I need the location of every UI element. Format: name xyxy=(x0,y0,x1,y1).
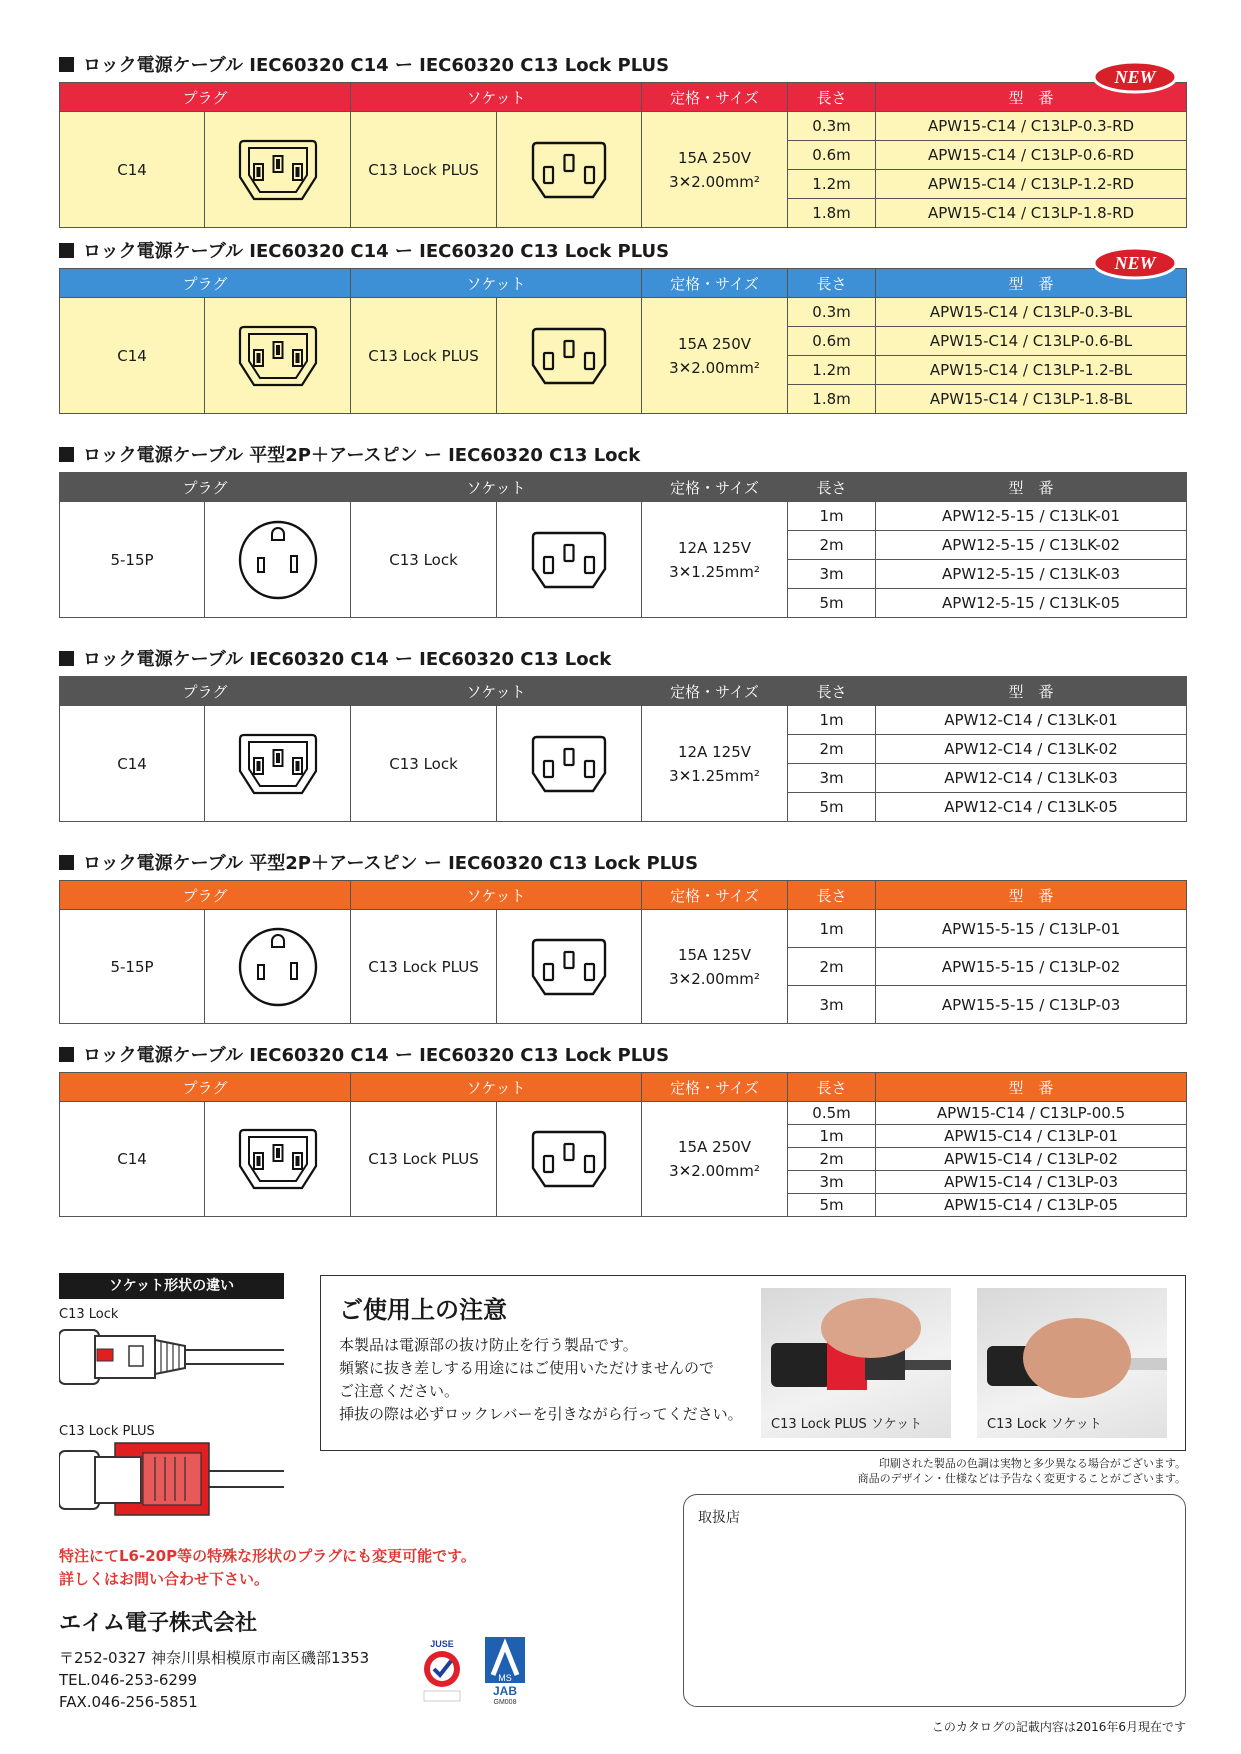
cable-section xyxy=(59,442,1186,618)
model-number-cell: APW12-5-15 / C13LK-02 xyxy=(876,531,1187,560)
juse-certification-logo xyxy=(418,1637,466,1705)
dealer-box xyxy=(683,1494,1186,1707)
fax-line: FAX.046-256-5851 xyxy=(59,1693,198,1711)
spec-table xyxy=(59,472,1187,618)
header-model: 型 番 xyxy=(876,269,1187,298)
wire-size-value: 3✕2.00mm² xyxy=(669,172,760,191)
nema-515p-plug-icon xyxy=(205,502,351,618)
length-cell: 1.8m xyxy=(788,199,876,228)
length-cell: 2m xyxy=(788,1148,876,1171)
socket-shape-title: ソケット形状の違い xyxy=(59,1273,284,1299)
header-model: 型 番 xyxy=(876,473,1187,502)
spec-table xyxy=(59,82,1187,228)
special-line: 特注にてL6-20P等の特殊な形状のプラグにも変更可能です。 xyxy=(59,1547,476,1565)
rating-value: 15A 250V xyxy=(678,334,752,353)
model-number-cell: APW15-C14 / C13LP-03 xyxy=(876,1171,1187,1194)
jab-ms-logo xyxy=(483,1637,527,1705)
model-number-cell: APW12-5-15 / C13LK-05 xyxy=(876,589,1187,618)
square-bullet-icon xyxy=(59,855,74,870)
table-header-row xyxy=(60,269,1187,298)
c14-plug-icon xyxy=(205,1102,351,1217)
table-header-row xyxy=(60,677,1187,706)
c13-socket-icon xyxy=(497,1102,642,1217)
header-plug: プラグ xyxy=(60,269,351,298)
model-number-cell: APW12-C14 / C13LK-05 xyxy=(876,793,1187,822)
disclaimer-line: 印刷された製品の色調は実物と多少異なる場合がございます。 xyxy=(878,1457,1186,1470)
wire-size-value: 3✕1.25mm² xyxy=(669,562,760,581)
gm-logo-text: GM008 xyxy=(493,1699,517,1705)
length-cell: 1m xyxy=(788,706,876,735)
plug-type: C14 xyxy=(60,706,205,822)
header-model: 型 番 xyxy=(876,83,1187,112)
socket-type: C13 Lock PLUS xyxy=(351,1102,497,1217)
section-title xyxy=(59,1042,1186,1066)
header-length: 長さ xyxy=(788,881,876,910)
length-cell: 2m xyxy=(788,735,876,764)
rating-size xyxy=(642,1102,788,1217)
model-number-cell: APW12-C14 / C13LK-03 xyxy=(876,764,1187,793)
cable-section xyxy=(59,238,1186,414)
header-length: 長さ xyxy=(788,83,876,112)
cable-section xyxy=(59,850,1186,1024)
notice-text xyxy=(339,1334,743,1426)
rating-value: 12A 125V xyxy=(678,538,752,557)
photo2-caption: C13 Lock ソケット xyxy=(987,1417,1102,1432)
length-cell: 5m xyxy=(788,589,876,618)
spec-table xyxy=(59,880,1187,1024)
c14-plug-icon xyxy=(205,112,351,228)
header-rating: 定格・サイズ xyxy=(642,269,788,298)
juse-logo-text: JUSE xyxy=(430,1639,454,1649)
wire-size-value: 3✕2.00mm² xyxy=(669,358,760,377)
header-length: 長さ xyxy=(788,1073,876,1102)
model-number-cell: APW15-C14 / C13LP-01 xyxy=(876,1125,1187,1148)
section-title-text: ロック電源ケーブル IEC60320 C14 ー IEC60320 C13 Lock PLUS xyxy=(83,1045,670,1066)
section-title-text: ロック電源ケーブル IEC60320 C14 ー IEC60320 C13 Lock xyxy=(83,649,612,670)
c13-lock-label: C13 Lock xyxy=(59,1307,119,1322)
table-row xyxy=(60,298,1187,327)
header-plug: プラグ xyxy=(60,881,351,910)
socket-type: C13 Lock PLUS xyxy=(351,298,497,414)
notice-line: 挿抜の際は必ずロックレバーを引きながら行ってください。 xyxy=(339,1405,743,1423)
plug-type: 5-15P xyxy=(60,910,205,1024)
length-cell: 3m xyxy=(788,986,876,1024)
catalog-date: このカタログの記載内容は2016年6月現在です xyxy=(931,1720,1186,1734)
rating-size xyxy=(642,112,788,228)
square-bullet-icon xyxy=(59,447,74,462)
socket-type: C13 Lock xyxy=(351,502,497,618)
header-rating: 定格・サイズ xyxy=(642,473,788,502)
cable-section xyxy=(59,1042,1186,1217)
new-badge-icon xyxy=(1092,60,1178,94)
model-number-cell: APW12-5-15 / C13LK-01 xyxy=(876,502,1187,531)
wire-size-value: 3✕1.25mm² xyxy=(669,766,760,785)
length-cell: 0.3m xyxy=(788,298,876,327)
tel-line: TEL.046-253-6299 xyxy=(59,1671,198,1689)
section-title-text: ロック電源ケーブル 平型2P＋アースピン ー IEC60320 C13 Lock xyxy=(83,445,641,466)
length-cell: 5m xyxy=(788,1194,876,1217)
section-title-text: ロック電源ケーブル IEC60320 C14 ー IEC60320 C13 Lock PLUS xyxy=(83,241,670,262)
length-cell: 3m xyxy=(788,1171,876,1194)
model-number-cell: APW12-C14 / C13LK-02 xyxy=(876,735,1187,764)
new-badge-text: NEW xyxy=(1114,67,1156,87)
rating-value: 15A 250V xyxy=(678,1138,752,1156)
c13-lock-diagram xyxy=(59,1322,284,1392)
model-number-cell: APW15-5-15 / C13LP-02 xyxy=(876,948,1187,986)
socket-type: C13 Lock PLUS xyxy=(351,112,497,228)
photo1-caption: C13 Lock PLUS ソケット xyxy=(771,1417,923,1432)
length-cell: 3m xyxy=(788,560,876,589)
length-cell: 2m xyxy=(788,948,876,986)
rating-size xyxy=(642,298,788,414)
usage-notice-box xyxy=(320,1275,1186,1451)
model-number-cell: APW15-C14 / C13LP-1.8-RD xyxy=(876,199,1187,228)
header-socket: ソケット xyxy=(351,1073,642,1102)
length-cell: 1m xyxy=(788,910,876,948)
square-bullet-icon xyxy=(59,57,74,72)
spec-table xyxy=(59,1072,1187,1217)
table-row xyxy=(60,502,1187,531)
socket-shape-panel xyxy=(59,1273,284,1523)
length-cell: 2m xyxy=(788,531,876,560)
length-cell: 0.3m xyxy=(788,112,876,141)
header-socket: ソケット xyxy=(351,677,642,706)
jab-logo-text: JAB xyxy=(492,1684,518,1698)
header-plug: プラグ xyxy=(60,83,351,112)
new-badge-icon xyxy=(1092,246,1178,280)
table-row xyxy=(60,1102,1187,1125)
address-line: 〒252-0327 神奈川県相模原市南区磯部1353 xyxy=(59,1649,370,1667)
wire-size-value: 3✕2.00mm² xyxy=(669,969,760,988)
model-number-cell: APW15-C14 / C13LP-0.6-BL xyxy=(876,327,1187,356)
c13-socket-icon xyxy=(497,706,642,822)
header-rating: 定格・サイズ xyxy=(642,677,788,706)
c13-socket-icon xyxy=(497,112,642,228)
notice-line: 本製品は電源部の抜け防止を行う製品です。 xyxy=(339,1336,638,1354)
rating-size xyxy=(642,706,788,822)
spec-table xyxy=(59,268,1187,414)
company-name: エイム電子株式会社 xyxy=(59,1611,258,1636)
header-length: 長さ xyxy=(788,473,876,502)
plug-type: 5-15P xyxy=(60,502,205,618)
square-bullet-icon xyxy=(59,1047,74,1062)
ms-logo-text: MS xyxy=(498,1673,512,1683)
header-socket: ソケット xyxy=(351,269,642,298)
table-header-row xyxy=(60,83,1187,112)
model-number-cell: APW12-5-15 / C13LK-03 xyxy=(876,560,1187,589)
header-socket: ソケット xyxy=(351,83,642,112)
socket-type: C13 Lock xyxy=(351,706,497,822)
cable-section xyxy=(59,646,1186,822)
model-number-cell: APW15-C14 / C13LP-1.2-RD xyxy=(876,170,1187,199)
section-title xyxy=(59,442,1186,466)
header-socket: ソケット xyxy=(351,473,642,502)
model-number-cell: APW15-5-15 / C13LP-01 xyxy=(876,910,1187,948)
length-cell: 1m xyxy=(788,502,876,531)
header-plug: プラグ xyxy=(60,473,351,502)
length-cell: 0.6m xyxy=(788,141,876,170)
header-plug: プラグ xyxy=(60,677,351,706)
square-bullet-icon xyxy=(59,651,74,666)
model-number-cell: APW15-C14 / C13LP-0.6-RD xyxy=(876,141,1187,170)
notice-line: 頻繁に抜き差しする用途にはご使用いただけませんので xyxy=(339,1359,715,1377)
c14-plug-icon xyxy=(205,706,351,822)
c13-lock-plus-diagram xyxy=(59,1439,284,1519)
length-cell: 0.5m xyxy=(788,1102,876,1125)
header-length: 長さ xyxy=(788,677,876,706)
model-number-cell: APW15-C14 / C13LP-1.2-BL xyxy=(876,356,1187,385)
disclaimer xyxy=(858,1456,1186,1486)
section-title xyxy=(59,850,1186,874)
plug-type: C14 xyxy=(60,112,205,228)
square-bullet-icon xyxy=(59,243,74,258)
header-model: 型 番 xyxy=(876,677,1187,706)
rating-size xyxy=(642,502,788,618)
table-row xyxy=(60,706,1187,735)
length-cell: 3m xyxy=(788,764,876,793)
section-title-text: ロック電源ケーブル IEC60320 C14 ー IEC60320 C13 Lock PLUS xyxy=(83,55,670,76)
plug-type: C14 xyxy=(60,1102,205,1217)
new-badge-text: NEW xyxy=(1114,253,1156,273)
special-line: 詳しくはお問い合わせ下さい。 xyxy=(59,1570,270,1588)
model-number-cell: APW12-C14 / C13LK-01 xyxy=(876,706,1187,735)
section-title-text: ロック電源ケーブル 平型2P＋アースピン ー IEC60320 C13 Lock PLUS xyxy=(83,853,699,874)
plug-type: C14 xyxy=(60,298,205,414)
c13-socket-icon xyxy=(497,298,642,414)
model-number-cell: APW15-C14 / C13LP-00.5 xyxy=(876,1102,1187,1125)
rating-value: 15A 250V xyxy=(678,148,752,167)
c14-plug-icon xyxy=(205,298,351,414)
section-title xyxy=(59,646,1186,670)
table-row xyxy=(60,910,1187,948)
table-row xyxy=(60,112,1187,141)
rating-size xyxy=(642,910,788,1024)
c13-socket-icon xyxy=(497,910,642,1024)
model-number-cell: APW15-5-15 / C13LP-03 xyxy=(876,986,1187,1024)
company-address xyxy=(59,1647,369,1713)
dealer-label: 取扱店 xyxy=(698,1510,740,1526)
length-cell: 1.8m xyxy=(788,385,876,414)
header-rating: 定格・サイズ xyxy=(642,1073,788,1102)
c13-lock-plus-label: C13 Lock PLUS xyxy=(59,1424,155,1439)
section-title xyxy=(59,52,1186,76)
notice-title: ご使用上の注意 xyxy=(339,1296,507,1324)
header-model: 型 番 xyxy=(876,1073,1187,1102)
header-socket: ソケット xyxy=(351,881,642,910)
header-rating: 定格・サイズ xyxy=(642,83,788,112)
table-header-row xyxy=(60,881,1187,910)
section-title xyxy=(59,238,1186,262)
table-header-row xyxy=(60,1073,1187,1102)
length-cell: 1m xyxy=(788,1125,876,1148)
rating-value: 15A 125V xyxy=(678,945,752,964)
rating-value: 12A 125V xyxy=(678,742,752,761)
header-rating: 定格・サイズ xyxy=(642,881,788,910)
c13-lock-photo xyxy=(977,1288,1167,1438)
model-number-cell: APW15-C14 / C13LP-05 xyxy=(876,1194,1187,1217)
c13-lock-plus-photo xyxy=(761,1288,951,1438)
model-number-cell: APW15-C14 / C13LP-02 xyxy=(876,1148,1187,1171)
disclaimer-line: 商品のデザイン・仕様などは予告なく変更することがございます。 xyxy=(857,1472,1186,1485)
header-plug: プラグ xyxy=(60,1073,351,1102)
header-length: 長さ xyxy=(788,269,876,298)
header-model: 型 番 xyxy=(876,881,1187,910)
model-number-cell: APW15-C14 / C13LP-0.3-RD xyxy=(876,112,1187,141)
table-header-row xyxy=(60,473,1187,502)
length-cell: 5m xyxy=(788,793,876,822)
length-cell: 1.2m xyxy=(788,356,876,385)
socket-type: C13 Lock PLUS xyxy=(351,910,497,1024)
nema-515p-plug-icon xyxy=(205,910,351,1024)
length-cell: 0.6m xyxy=(788,327,876,356)
cable-section xyxy=(59,52,1186,228)
notice-line: ご注意ください。 xyxy=(339,1382,460,1400)
spec-table xyxy=(59,676,1187,822)
length-cell: 1.2m xyxy=(788,170,876,199)
c13-socket-icon xyxy=(497,502,642,618)
wire-size-value: 3✕2.00mm² xyxy=(669,1162,760,1180)
model-number-cell: APW15-C14 / C13LP-1.8-BL xyxy=(876,385,1187,414)
special-order-note xyxy=(59,1545,476,1591)
model-number-cell: APW15-C14 / C13LP-0.3-BL xyxy=(876,298,1187,327)
